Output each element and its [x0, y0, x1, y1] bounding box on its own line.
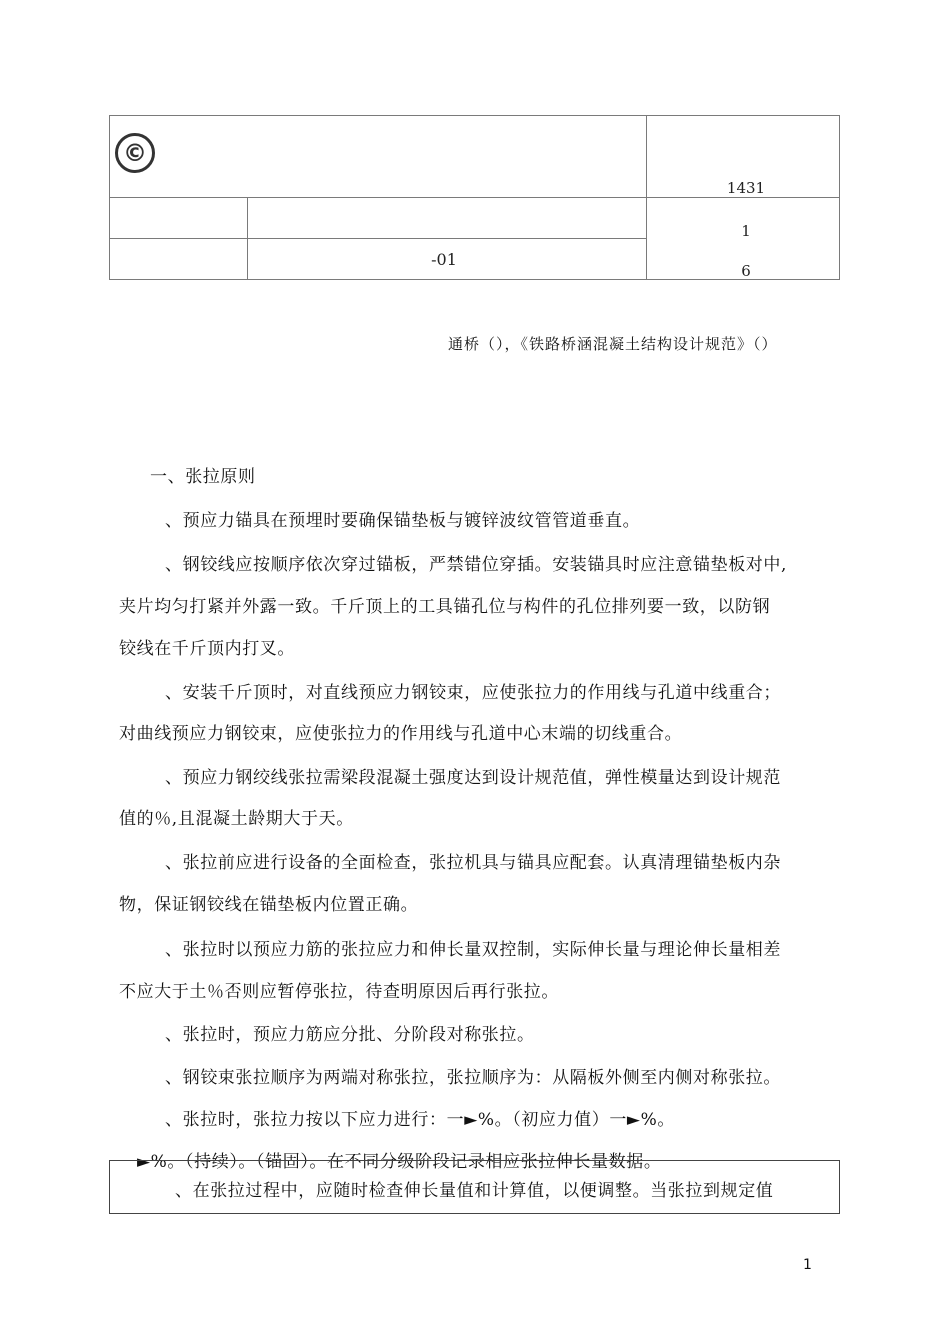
reference-line: 通桥（），《铁路桥涵混凝土结构设计规范》（）: [448, 335, 778, 353]
header-value-bottom: 6: [741, 262, 751, 280]
body-line: 值的％,且混凝土龄期大于天。: [119, 809, 354, 829]
body-line: 不应大于土％否则应暂停张拉，待查明原因后再行张拉。: [119, 982, 559, 1002]
body-line: 、张拉时，预应力筋应分批、分阶段对称张拉。: [165, 1025, 535, 1045]
copyright-logo: ©: [115, 133, 155, 173]
body-line: 、张拉时，张拉力按以下应力进行：一►%。（初应力值）一►%。: [165, 1110, 675, 1130]
body-line: 、安装千斤顶时，对直线预应力钢铰束，应使张拉力的作用线与孔道中线重合；: [165, 683, 781, 703]
page-number: 1: [803, 1257, 812, 1273]
header-value-mid: 1: [741, 222, 751, 240]
body-line: 夹片均匀打紧并外露一致。千斤顶上的工具锚孔位与构件的孔位排列要一致，以防钢: [119, 597, 771, 617]
boxed-line: 、在张拉过程中，应随时检查伸长量值和计算值，以便调整。当张拉到规定值: [175, 1181, 774, 1201]
header-code: -01: [431, 250, 457, 269]
body-line: 、钢铰束张拉顺序为两端对称张拉，张拉顺序为：从隔板外侧至内侧对称张拉。: [165, 1068, 781, 1088]
body-line: 铰线在千斤顶内打叉。: [119, 639, 295, 659]
section-title: 一、张拉原则: [150, 467, 256, 487]
body-line: 、预应力钢绞线张拉需梁段混凝土强度达到设计规范值，弹性模量达到设计规范: [165, 768, 781, 788]
body-line: 、张拉前应进行设备的全面检查，张拉机具与锚具应配套。认真清理锚垫板内杂: [165, 853, 781, 873]
body-line: 、预应力锚具在预埋时要确保锚垫板与镀锌波纹管管道垂直。: [165, 511, 641, 531]
body-line: ►%。（持续）。（锚固）。在不同分级阶段记录相应张拉伸长量数据。: [137, 1152, 662, 1172]
body-line: 、钢铰线应按顺序依次穿过锚板，严禁错位穿插。安装锚具时应注意锚垫板对中,: [165, 555, 788, 575]
header-number: 1431: [726, 179, 766, 197]
body-line: 对曲线预应力钢铰束，应使张拉力的作用线与孔道中心末端的切线重合。: [119, 724, 683, 744]
body-line: 物，保证钢铰线在锚垫板内位置正确。: [119, 895, 419, 915]
body-line: 、张拉时以预应力筋的张拉应力和伸长量双控制，实际伸长量与理论伸长量相差: [165, 940, 781, 960]
